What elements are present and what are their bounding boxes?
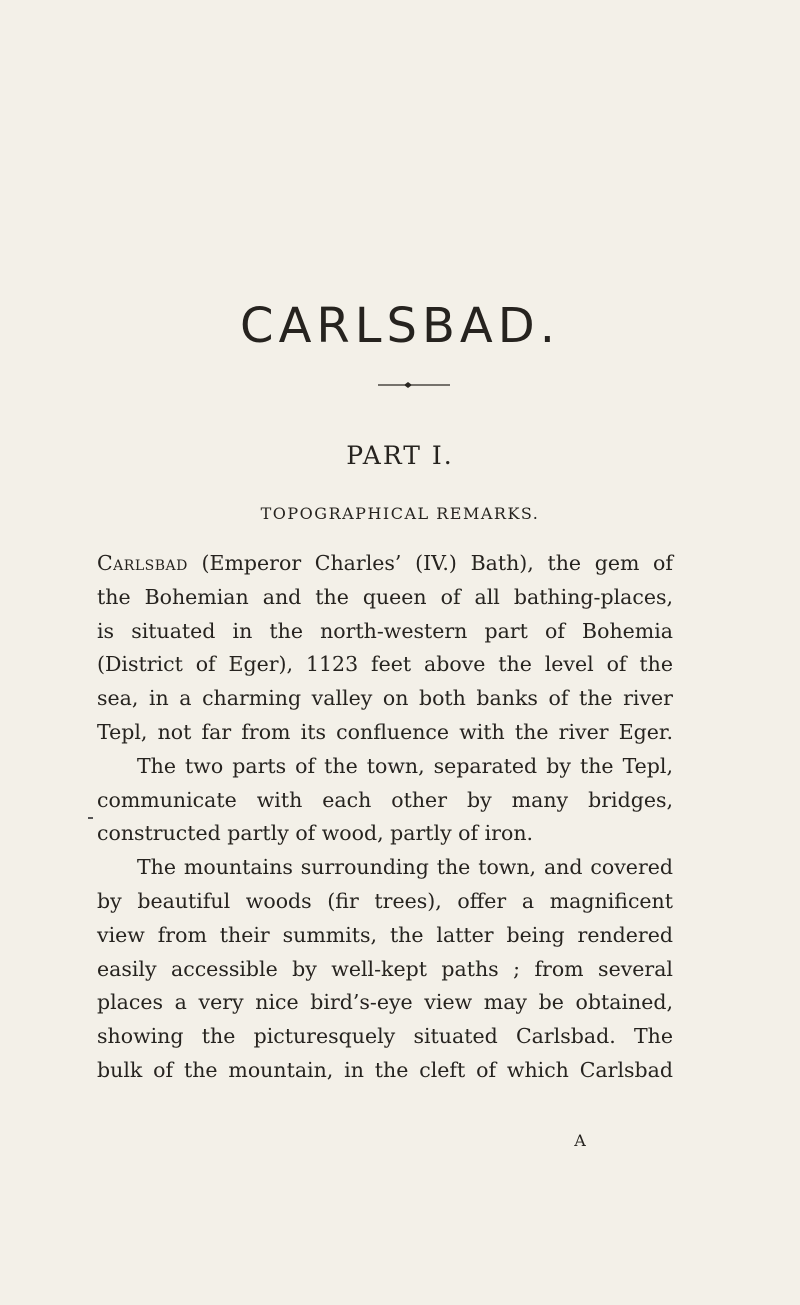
text-line: showing the picturesquely situated Carlsbad. The: [97, 1024, 673, 1049]
text-line: places a very nice bird’s-eye view may be obtained,: [97, 990, 673, 1015]
text-line: bulk of the mountain, in the cleft of which Carlsbad: [97, 1057, 673, 1082]
text-line: by beautiful woods (fir trees), offer a magnificent: [97, 888, 673, 913]
text-line: communicate with each other by many bridges,: [97, 787, 673, 812]
text-line: (District of Eger), 1123 feet above the level of the: [97, 652, 673, 677]
text-line: Tepl, not far from its confluence with the river Eger.: [97, 719, 673, 744]
part-heading: PART I.: [346, 441, 454, 470]
lead-word: Carlsbad: [97, 551, 188, 575]
page-title: CARLSBAD.: [240, 298, 560, 354]
text-line: sea, in a charming valley on both banks of the river: [97, 686, 673, 711]
text-line: is situated in the north-western part of Bohemia: [97, 618, 673, 643]
signature-mark: A: [574, 1131, 586, 1150]
paragraph: [97, 547, 673, 750]
margin-mark: [88, 817, 93, 819]
text-line: Carlsbad (Emperor Charles’ (IV.) Bath), the gem of: [97, 551, 673, 575]
section-subheading: TOPOGRAPHICAL REMARKS.: [260, 504, 540, 523]
body-text: [97, 547, 673, 1088]
text-line: view from their summits, the latter being rendered: [97, 922, 673, 947]
paragraph: [97, 750, 673, 851]
text-line: easily accessible by well-kept paths ; from several: [97, 956, 673, 981]
text-line: The mountains surrounding the town, and covered: [137, 855, 673, 880]
text-line: constructed partly of wood, partly of iron.: [97, 821, 534, 846]
text-line: The two parts of the town, separated by the Tepl,: [137, 753, 673, 778]
text-line: the Bohemian and the queen of all bathing-places,: [97, 584, 673, 609]
paragraph: [97, 851, 673, 1088]
ornament-divider: [378, 380, 450, 390]
